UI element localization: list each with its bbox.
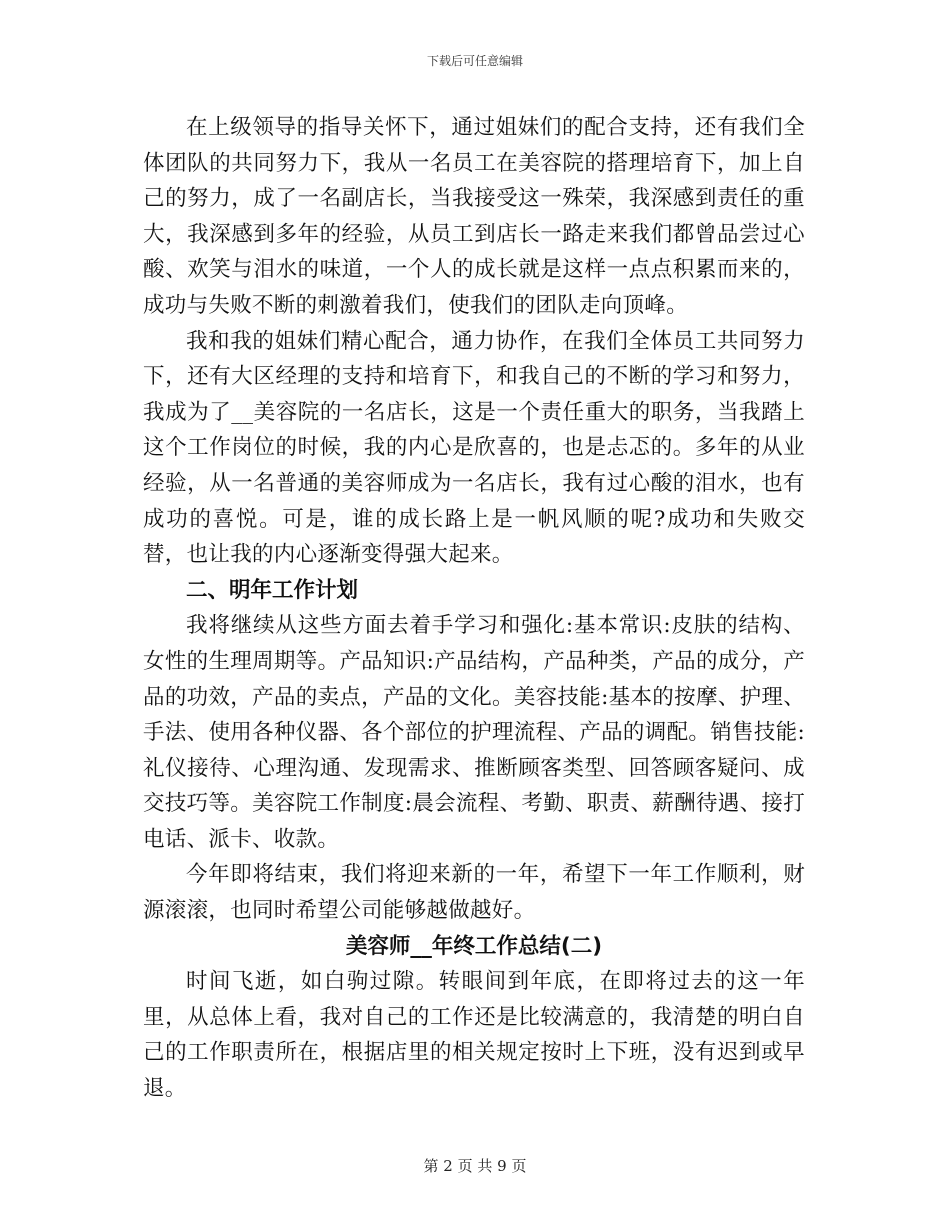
- page-footer-page-number: 第 2 页 共 9 页: [423, 1157, 527, 1175]
- page-header: 下载后可任意编辑: [426, 54, 523, 68]
- paragraph-new-year-wish: 今年即将结束，我们将迎来新的一年，希望下一年工作顺利，财源滚滚，也同时希望公司能够越做越好。: [143, 862, 805, 924]
- section-heading-next-year-plan: 二、明年工作计划: [186, 577, 359, 603]
- paragraph-store-manager: 我和我的姐妹们精心配合，通力协作，在我们全体员工共同努力下，还有大区经理的支持和培育下，和我自己的不断的学习和努力，我成为了__美容院的一名店长，这是一个责任重大的职务，当我踏上这个工作岗位的时候，我的内心是欣喜的，也是忐忑的。多年的从业经验，从一名普通的美容师成为一名店长，我有过心酸的泪水，也有成功的喜悦。可是，谁的成长路上是一帆风顺的呢?成功和失败交替，也让我的内心逐渐变得强大起来。: [143, 328, 805, 568]
- paragraph-time-flies: 时间飞逝，如白驹过隙。转眼间到年底，在即将过去的这一年里，从总体上看，我对自己的工作还是比较满意的，我清楚的明白自己的工作职责所在，根据店里的相关规定按时上下班，没有迟到或早退。: [143, 969, 805, 1102]
- paragraph-learning-plan: 我将继续从这些方面去着手学习和强化:基本常识:皮肤的结构、女性的生理周期等。产品知识:产品结构，产品种类，产品的成分，产品的功效，产品的卖点，产品的文化。美容技能:基本的按摩、护理、手法、使用各种仪器、各个部位的护理流程、产品的调配。销售技能:礼仪接待、心理沟通、发现需求、推断顾客类型、回答顾客疑问、成交技巧等。美容院工作制度:晨会流程、考勤、职责、薪酬待遇、接打电话、派卡、收款。: [143, 613, 805, 852]
- document-title-part-two: 美容师__年终工作总结(二): [345, 933, 603, 959]
- paragraph-promotion: 在上级领导的指导关怀下，通过姐妹们的配合支持，还有我们全体团队的共同努力下，我从一名员工在美容院的搭理培育下，加上自己的努力，成了一名副店长，当我接受这一殊荣，我深感到责任的重大，我深感到多年的经验，从员工到店长一路走来我们都曾品尝过心酸、欢笑与泪水的味道，一个人的成长就是这样一点点积累而来的，成功与失败不断的刺激着我们，使我们的团队走向顶峰。: [143, 115, 805, 318]
- document-body: [143, 110, 805, 1107]
